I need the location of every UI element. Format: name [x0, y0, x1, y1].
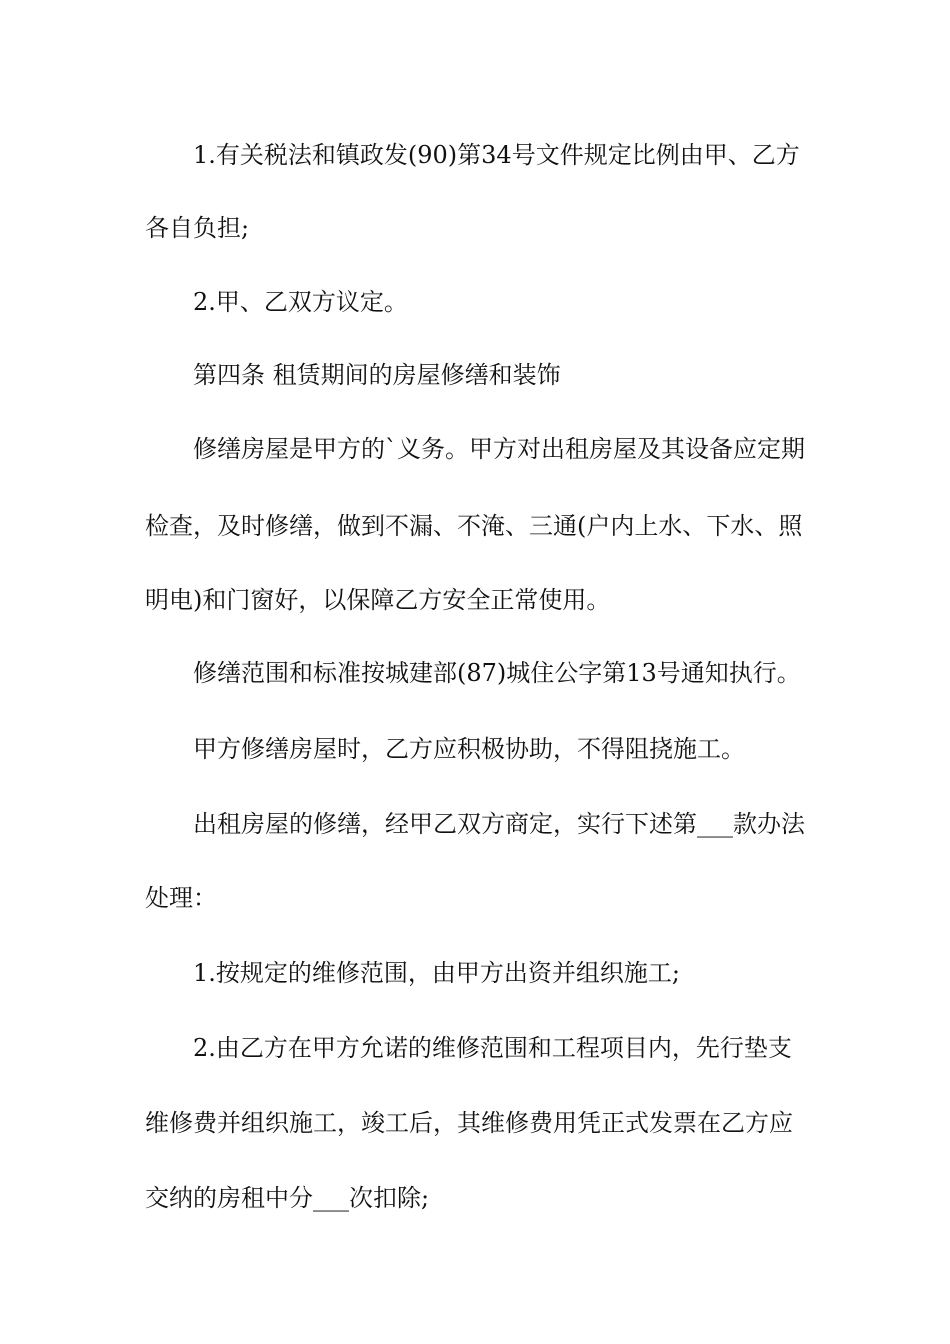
section-heading: 第四条 租赁期间的房屋修缮和装饰	[193, 361, 561, 389]
text-line-9: 甲方修缮房屋时，乙方应积极协助，不得阻挠施工。	[193, 735, 745, 763]
text-line-7: 明电)和门窗好，以保障乙方安全正常使用。	[145, 586, 611, 614]
text-line-8: 修缮范围和标准按城建部(87)城住公字第13号通知执行。	[193, 659, 801, 687]
text-line-13: 2.由乙方在甲方允诺的维修范围和工程项目内，先行垫支	[193, 1034, 792, 1062]
text-line-15: 交纳的房租中分___次扣除;	[145, 1184, 430, 1212]
text-line-12: 1.按规定的维修范围，由甲方出资并组织施工;	[193, 959, 680, 987]
text-line-5: 修缮房屋是甲方的`义务。甲方对出租房屋及其设备应定期	[193, 435, 805, 463]
text-line-14: 维修费并组织施工，竣工后，其维修费用凭正式发票在乙方应	[145, 1109, 793, 1137]
text-line-10: 出租房屋的修缮，经甲乙双方商定，实行下述第___款办法	[193, 810, 805, 838]
text-line-2: 各自负担;	[145, 214, 250, 242]
text-line-1: 1.有关税法和镇政发(90)第34号文件规定比例由甲、乙方	[193, 141, 800, 169]
text-line-6: 检查，及时修缮，做到不漏、不淹、三通(户内上水、下水、照	[145, 512, 803, 540]
text-line-3: 2.甲、乙双方议定。	[193, 288, 408, 316]
text-line-11: 处理：	[145, 884, 217, 912]
